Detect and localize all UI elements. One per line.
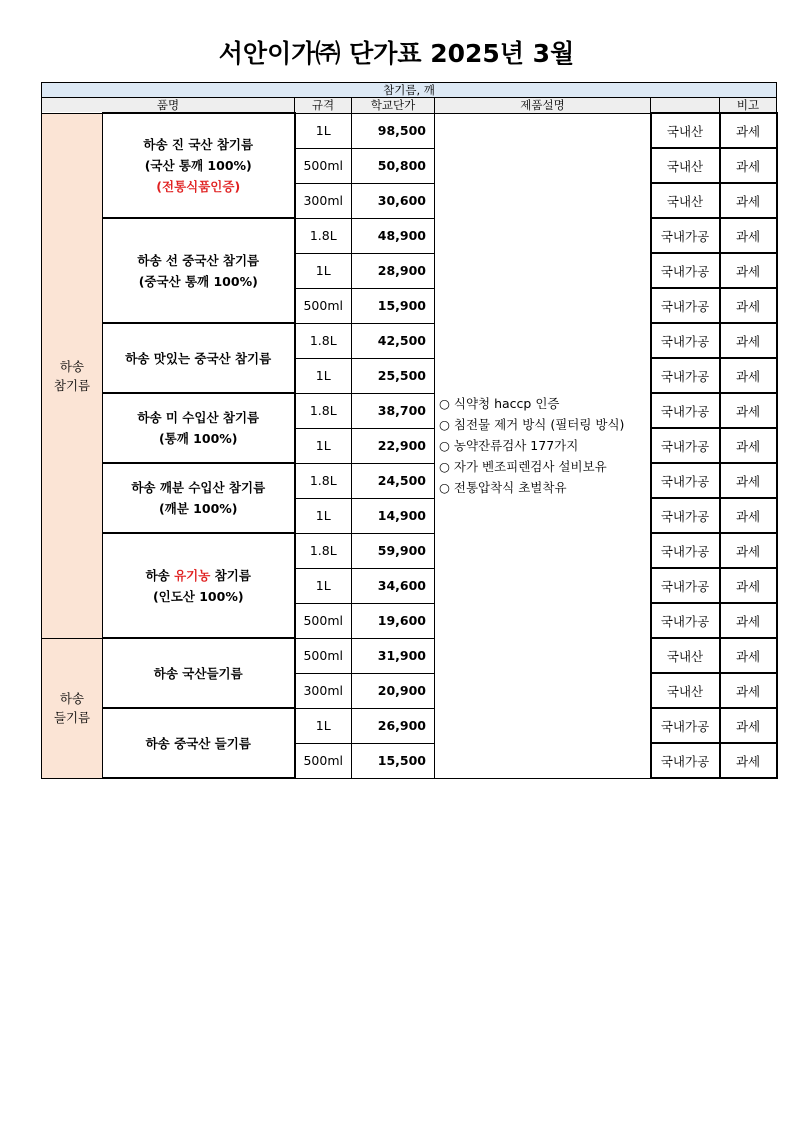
origin-cell: 국내산 bbox=[651, 148, 720, 183]
tax-cell: 과세 bbox=[720, 533, 777, 568]
product-name-line: 하송 선 중국산 참기름 bbox=[137, 252, 260, 268]
product-name bbox=[103, 533, 295, 638]
product-name-part: 하송 bbox=[145, 567, 175, 583]
origin-cell: 국내가공 bbox=[651, 288, 720, 323]
origin-cell: 국내산 bbox=[651, 638, 720, 673]
tax-cell: 과세 bbox=[720, 358, 777, 393]
price-cell: 19,600 bbox=[352, 603, 435, 638]
origin-cell: 국내가공 bbox=[651, 218, 720, 253]
price-cell: 24,500 bbox=[352, 463, 435, 498]
product-name-line: 하송 진 국산 참기름 bbox=[143, 137, 254, 152]
product-name bbox=[103, 708, 295, 778]
size-cell: 300ml bbox=[295, 183, 352, 218]
category-perilla bbox=[42, 638, 103, 778]
origin-cell: 국내가공 bbox=[651, 533, 720, 568]
product-name-part: 참기름 bbox=[210, 567, 251, 583]
origin-cell: 국내산 bbox=[651, 183, 720, 218]
size-cell: 500ml bbox=[295, 638, 352, 673]
description-item: ○ 농약잔류검사 177가지 bbox=[439, 438, 579, 453]
size-cell: 1L bbox=[295, 253, 352, 288]
product-name bbox=[103, 638, 295, 708]
price-cell: 48,900 bbox=[352, 218, 435, 253]
price-cell: 15,900 bbox=[352, 288, 435, 323]
origin-cell: 국내산 bbox=[651, 673, 720, 708]
origin-cell: 국내가공 bbox=[651, 253, 720, 288]
price-cell: 15,500 bbox=[352, 743, 435, 778]
price-cell: 26,900 bbox=[352, 708, 435, 743]
product-name-line: (깨분 100%) bbox=[158, 501, 238, 516]
product-name-line: (중국산 통깨 100%) bbox=[138, 273, 258, 289]
category-label-line2: 참기름 bbox=[53, 377, 91, 393]
header-name: 품명 bbox=[42, 98, 295, 114]
product-description bbox=[435, 113, 651, 778]
tax-cell: 과세 bbox=[720, 148, 777, 183]
size-cell: 500ml bbox=[295, 603, 352, 638]
price-cell: 38,700 bbox=[352, 393, 435, 428]
product-name-line: (통깨 100%) bbox=[158, 431, 238, 446]
header-size: 규격 bbox=[295, 98, 352, 114]
product-name bbox=[103, 218, 295, 323]
header-desc: 제품설명 bbox=[435, 98, 651, 114]
origin-cell: 국내산 bbox=[651, 113, 720, 148]
category-sesame bbox=[42, 113, 103, 638]
product-name bbox=[103, 463, 295, 533]
size-cell: 1L bbox=[295, 498, 352, 533]
size-cell: 1.8L bbox=[295, 323, 352, 358]
category-band: 참기름, 깨 bbox=[42, 83, 777, 98]
description-item: ○ 침전물 제거 방식 (필터링 방식) bbox=[439, 417, 625, 432]
price-cell: 30,600 bbox=[352, 183, 435, 218]
header-origin bbox=[651, 98, 720, 114]
size-cell: 1L bbox=[295, 708, 352, 743]
size-cell: 1.8L bbox=[295, 463, 352, 498]
origin-cell: 국내가공 bbox=[651, 708, 720, 743]
size-cell: 1L bbox=[295, 113, 352, 148]
tax-cell: 과세 bbox=[720, 323, 777, 358]
size-cell: 1.8L bbox=[295, 393, 352, 428]
product-name bbox=[103, 393, 295, 463]
product-name-line: 하송 국산들기름 bbox=[153, 665, 243, 681]
product-name-line: 하송 중국산 들기름 bbox=[145, 735, 251, 751]
category-label-line1: 하송 bbox=[59, 691, 85, 706]
price-cell: 22,900 bbox=[352, 428, 435, 463]
origin-cell: 국내가공 bbox=[651, 498, 720, 533]
tax-cell: 과세 bbox=[720, 743, 777, 778]
size-cell: 500ml bbox=[295, 148, 352, 183]
size-cell: 1L bbox=[295, 358, 352, 393]
size-cell: 1.8L bbox=[295, 218, 352, 253]
tax-cell: 과세 bbox=[720, 218, 777, 253]
description-item: ○ 전통압착식 초벌착유 bbox=[439, 480, 567, 495]
size-cell: 1.8L bbox=[295, 533, 352, 568]
size-cell: 1L bbox=[295, 428, 352, 463]
tax-cell: 과세 bbox=[720, 113, 777, 148]
tax-cell: 과세 bbox=[720, 463, 777, 498]
product-name bbox=[103, 113, 295, 218]
origin-cell: 국내가공 bbox=[651, 603, 720, 638]
category-label-line1: 하송 bbox=[59, 358, 85, 374]
origin-cell: 국내가공 bbox=[651, 428, 720, 463]
price-cell: 25,500 bbox=[352, 358, 435, 393]
origin-cell: 국내가공 bbox=[651, 323, 720, 358]
tax-cell: 과세 bbox=[720, 708, 777, 743]
origin-cell: 국내가공 bbox=[651, 743, 720, 778]
origin-cell: 국내가공 bbox=[651, 568, 720, 603]
header-note: 비고 bbox=[720, 98, 777, 114]
price-cell: 20,900 bbox=[352, 673, 435, 708]
page-title: 서안이가㈜ 단가표 2025년 3월 bbox=[218, 39, 575, 68]
product-name-line: 하송 맛있는 중국산 참기름 bbox=[125, 350, 272, 366]
price-cell: 42,500 bbox=[352, 323, 435, 358]
origin-cell: 국내가공 bbox=[651, 358, 720, 393]
product-name-line: 하송 깨분 수입산 참기름 bbox=[131, 480, 266, 495]
category-label-line2: 들기름 bbox=[53, 710, 91, 725]
tax-cell: 과세 bbox=[720, 498, 777, 533]
tax-cell: 과세 bbox=[720, 183, 777, 218]
price-cell: 14,900 bbox=[352, 498, 435, 533]
price-cell: 28,900 bbox=[352, 253, 435, 288]
product-name-line: (인도산 100%) bbox=[152, 588, 244, 604]
size-cell: 500ml bbox=[295, 743, 352, 778]
origin-cell: 국내가공 bbox=[651, 393, 720, 428]
price-table bbox=[41, 82, 778, 779]
tax-cell: 과세 bbox=[720, 638, 777, 673]
tax-cell: 과세 bbox=[720, 288, 777, 323]
tax-cell: 과세 bbox=[720, 253, 777, 288]
product-name-line: 하송 미 수입산 참기름 bbox=[137, 410, 260, 425]
tax-cell: 과세 bbox=[720, 568, 777, 603]
header-price: 학교단가 bbox=[352, 98, 435, 114]
price-cell: 98,500 bbox=[352, 113, 435, 148]
tax-cell: 과세 bbox=[720, 393, 777, 428]
size-cell: 300ml bbox=[295, 673, 352, 708]
price-cell: 34,600 bbox=[352, 568, 435, 603]
size-cell: 500ml bbox=[295, 288, 352, 323]
product-name-line: (국산 통깨 100%) bbox=[144, 158, 252, 173]
tax-cell: 과세 bbox=[720, 603, 777, 638]
origin-cell: 국내가공 bbox=[651, 463, 720, 498]
product-name bbox=[103, 323, 295, 393]
certification-label: (전통식품인증) bbox=[156, 179, 241, 194]
price-cell: 50,800 bbox=[352, 148, 435, 183]
tax-cell: 과세 bbox=[720, 673, 777, 708]
description-item: ○ 자가 벤조피렌검사 설비보유 bbox=[439, 459, 607, 474]
size-cell: 1L bbox=[295, 568, 352, 603]
price-cell: 59,900 bbox=[352, 533, 435, 568]
description-item: ○ 식약청 haccp 인증 bbox=[439, 396, 560, 411]
tax-cell: 과세 bbox=[720, 428, 777, 463]
price-cell: 31,900 bbox=[352, 638, 435, 673]
organic-label: 유기농 bbox=[174, 567, 211, 583]
